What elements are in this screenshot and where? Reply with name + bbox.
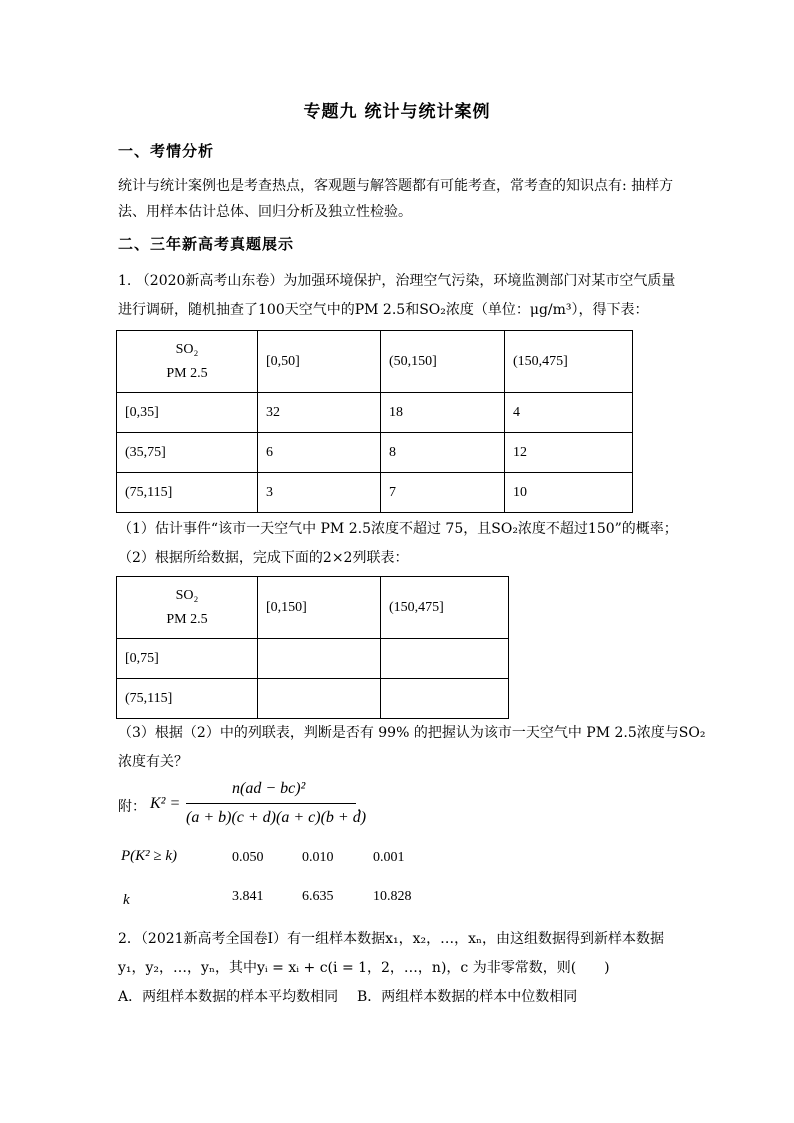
section-heading-exams: 二、三年新高考真题展示: [118, 235, 295, 253]
table-row: [117, 679, 509, 719]
formula-suffix: ，: [357, 799, 371, 815]
contingency-table-2x2: [116, 576, 509, 719]
table1-cell: 3: [258, 473, 381, 513]
table1-row-label: [0,35]: [117, 393, 258, 433]
q2-text-line-2: y₁，y₂，…，yₙ，其中yᵢ = xᵢ + c(i = 1，2，…，n)，c 为非零常数，则( ): [118, 960, 610, 976]
table-row: [117, 473, 633, 513]
table2-cell: [258, 679, 381, 719]
ptable-value: 3.841: [232, 889, 264, 904]
table2-row-label: [0,75]: [117, 639, 258, 679]
data-table-1: [116, 330, 633, 513]
ptable-row2-label: k: [123, 892, 130, 908]
q2-option-a: A．两组样本数据的样本平均数相同: [118, 989, 339, 1005]
table1-corner-top: SO₂: [175, 341, 199, 357]
formula-denominator: (a + b)(c + d)(a + c)(b + d): [186, 809, 367, 826]
q1-sub-question-3-line-1: （3）根据（2）中的列联表，判断是否有 99% 的把握认为该市一天空气中 PM 2.5浓度与SO₂: [118, 725, 706, 741]
ptable-value: 6.635: [302, 889, 334, 904]
q1-sub-question-3-line-2: 浓度有关？: [118, 754, 188, 770]
table1-cell: 8: [381, 433, 505, 473]
table1-row-label: (75,115]: [117, 473, 258, 513]
table-row: [117, 393, 633, 433]
table2-cell: [381, 679, 509, 719]
table-row: [117, 639, 509, 679]
table1-cell: 12: [505, 433, 633, 473]
table2-corner-bottom: PM 2.5: [166, 611, 208, 627]
table1-col-header: (150,475]: [505, 331, 633, 393]
table1-cell: 18: [381, 393, 505, 433]
ptable-value: 0.001: [373, 850, 405, 865]
ptable-value: 10.828: [373, 889, 412, 904]
table1-corner-header: [117, 331, 258, 393]
formula-prefix: 附：: [118, 799, 146, 815]
q2-option-b: B．两组样本数据的样本中位数相同: [357, 989, 578, 1005]
section-heading-analysis: 一、考情分析: [118, 142, 215, 160]
formula-numerator: n(ad − bc)²: [232, 780, 306, 797]
table1-cell: 7: [381, 473, 505, 513]
analysis-text-line-1: 统计与统计案例也是考查热点，客观题与解答题都有可能考查，常考查的知识点有: 抽样方: [118, 178, 674, 194]
table2-col-header: [0,150]: [258, 577, 381, 639]
table1-row-label: (35,75]: [117, 433, 258, 473]
table2-row-label: (75,115]: [117, 679, 258, 719]
table-row: [117, 433, 633, 473]
table1-col-header: (50,150]: [381, 331, 505, 393]
q1-sub-question-1: （1）估计事件“该市一天空气中 PM 2.5浓度不超过 75，且SO₂浓度不超过150”的概率；: [118, 521, 678, 537]
ptable-value: 0.010: [302, 850, 334, 865]
ptable-row1-label: P(K² ≥ k): [121, 848, 178, 864]
table2-corner-header: [117, 577, 258, 639]
table2-cell: [381, 639, 509, 679]
q1-text-line-1: 1. （2020新高考山东卷）为加强环境保护，治理空气污染，环境监测部门对某市空气质量: [118, 273, 676, 289]
table2-cell: [258, 639, 381, 679]
table2-corner-top: SO₂: [175, 587, 199, 603]
q1-sub-question-2: （2）根据所给数据，完成下面的2×2列联表：: [118, 550, 409, 566]
formula-lhs: K² =: [150, 795, 181, 812]
page-title: 专题九 统计与统计案例: [303, 102, 491, 122]
table1-col-header: [0,50]: [258, 331, 381, 393]
table1-corner-bottom: PM 2.5: [166, 365, 208, 381]
q1-text-line-2: 进行调研，随机抽查了100天空气中的PM 2.5和SO₂浓度（单位：μg/m³），得下表：: [118, 302, 649, 318]
table1-cell: 32: [258, 393, 381, 433]
q2-text-line-1: 2．（2021新高考全国卷Ⅰ）有一组样本数据x₁，x₂，…，xₙ，由这组数据得到新样本数据: [118, 931, 665, 947]
ptable-value: 0.050: [232, 850, 264, 865]
table1-cell: 10: [505, 473, 633, 513]
table1-cell: 4: [505, 393, 633, 433]
fraction-bar: [186, 803, 356, 804]
table1-cell: 6: [258, 433, 381, 473]
analysis-text-line-2: 法、用样本估计总体、回归分析及独立性检验。: [118, 204, 412, 220]
table2-col-header: (150,475]: [381, 577, 509, 639]
